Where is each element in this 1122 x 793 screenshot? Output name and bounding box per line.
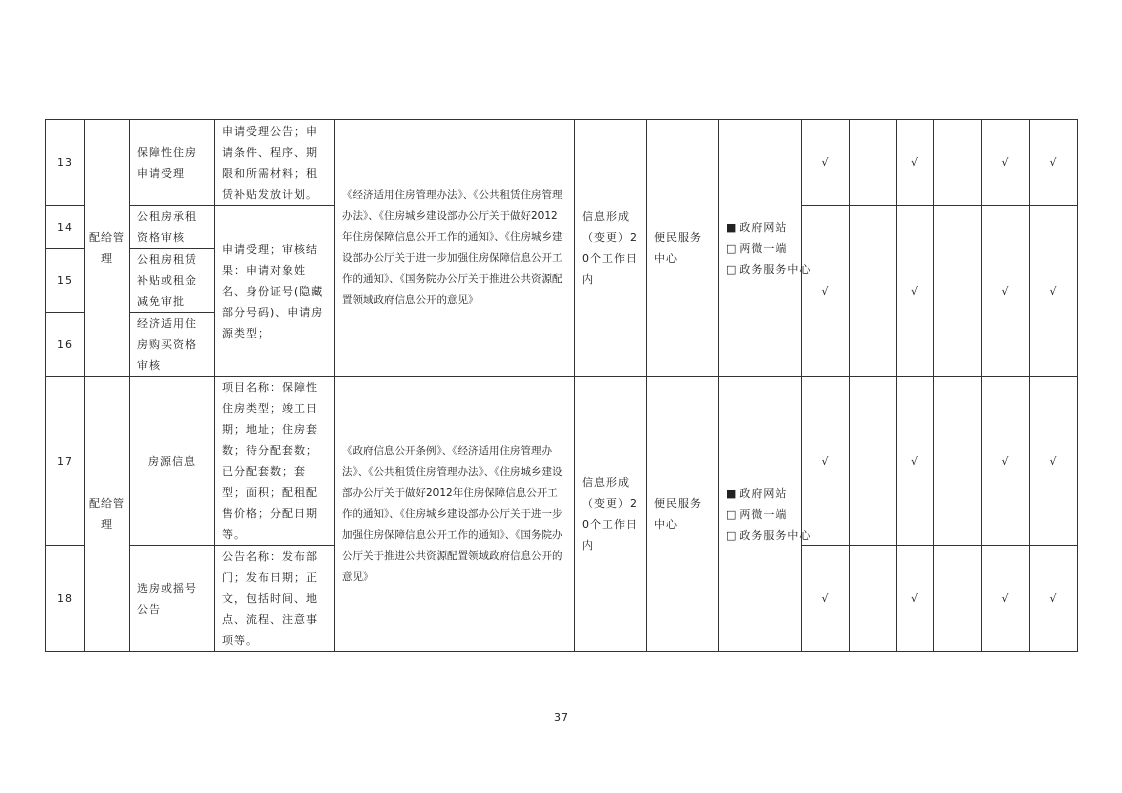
subject-cell: 便民服务中心 (647, 120, 719, 377)
check-cell (850, 546, 897, 652)
channel-item (726, 483, 794, 504)
empty-checkbox-icon: □ (726, 241, 738, 255)
content-cell: 公告名称：发布部门；发布日期；正文，包括时间、地点、流程、注意事项等。 (215, 546, 335, 652)
channel-cell (719, 120, 812, 377)
basis-cell: 《经济适用住房管理办法》、《公共租赁住房管理办法》、《住房城乡建设部办公厅关于做好2012年住房保障信息公开工作的通知》、《住房城乡建设部办公厅关于进一步加强住房保障信息公开工作的通知》、《国务院办公厅关于推进公共资源配置领域政府信息公开的意见》 (335, 120, 575, 377)
content-cell: 申请受理公告；申请条件、程序、期限和所需材料；租赁补贴发放计划。 (215, 120, 335, 206)
check-cell: √ (802, 206, 850, 377)
subject-cell: 便民服务中心 (647, 377, 719, 652)
check-cell: √ (982, 377, 1030, 546)
channel-item (726, 259, 812, 280)
item-cell: 公租房租赁补贴或租金减免审批 (130, 249, 215, 313)
filled-checkbox-icon: ■ (726, 486, 738, 500)
check-cell: √ (1030, 120, 1078, 206)
check-cell (850, 120, 897, 206)
channel-item (726, 504, 794, 525)
channel-item (726, 217, 794, 238)
check-cell (850, 377, 897, 546)
disclosure-table (45, 119, 1078, 652)
row-number: 14 (46, 206, 85, 249)
check-cell: √ (802, 377, 850, 546)
check-cell (934, 206, 982, 377)
check-cell: √ (802, 120, 850, 206)
timing-cell: 信息形成（变更）20个工作日内 (575, 377, 647, 652)
check-cell (850, 206, 897, 377)
channel-label: 政府网站 (739, 486, 788, 500)
check-cell: √ (897, 546, 934, 652)
content-cell: 申请受理；审核结果：申请对象姓名、身份证号(隐藏部分号码)、申请房源类型； (215, 206, 335, 377)
row-number: 17 (46, 377, 85, 546)
item-cell: 保障性住房申请受理 (130, 120, 215, 206)
check-cell: √ (982, 206, 1030, 377)
channel-label: 政府网站 (739, 220, 788, 234)
empty-checkbox-icon: □ (726, 528, 738, 542)
channel-item (726, 238, 794, 259)
table-row (46, 377, 1078, 546)
check-cell: √ (802, 546, 850, 652)
empty-checkbox-icon: □ (726, 262, 738, 276)
category-cell: 配给管理 (85, 377, 130, 652)
item-cell: 选房或摇号公告 (130, 546, 215, 652)
channel-label: 政务服务中心 (739, 262, 812, 276)
row-number: 16 (46, 313, 85, 377)
empty-checkbox-icon: □ (726, 507, 738, 521)
check-cell: √ (982, 120, 1030, 206)
filled-checkbox-icon: ■ (726, 220, 738, 234)
item-cell: 经济适用住房购买资格审核 (130, 313, 215, 377)
check-cell (934, 120, 982, 206)
check-cell: √ (897, 206, 934, 377)
row-number: 18 (46, 546, 85, 652)
table-row (46, 120, 1078, 206)
check-cell: √ (1030, 546, 1078, 652)
item-cell: 公租房承租资格审核 (130, 206, 215, 249)
row-number: 13 (46, 120, 85, 206)
check-cell (934, 546, 982, 652)
channel-item (726, 525, 812, 546)
category-cell: 配给管理 (85, 120, 130, 377)
channel-label: 两微一端 (739, 241, 788, 255)
timing-cell: 信息形成（变更）20个工作日内 (575, 120, 647, 377)
check-cell: √ (1030, 377, 1078, 546)
check-cell: √ (897, 377, 934, 546)
channel-label: 政务服务中心 (739, 528, 812, 542)
check-cell: √ (1030, 206, 1078, 377)
basis-cell: 《政府信息公开条例》、《经济适用住房管理办法》、《公共租赁住房管理办法》、《住房城乡建设部办公厅关于做好2012年住房保障信息公开工作的通知》、《住房城乡建设部办公厅关于进一步加强住房保障信息公开工作的通知》、《国务院办公厅关于推进公共资源配置领域政府信息公开的意见》 (335, 377, 575, 652)
row-number: 15 (46, 249, 85, 313)
channel-cell (719, 377, 812, 652)
check-cell: √ (982, 546, 1030, 652)
page-number: 37 (554, 711, 568, 724)
item-cell: 房源信息 (130, 377, 215, 546)
channel-label: 两微一端 (739, 507, 788, 521)
content-cell: 项目名称：保障性住房类型；竣工日期；地址；住房套数；待分配套数；已分配套数；套型；面积；配租配售价格；分配日期等。 (215, 377, 335, 546)
check-cell (934, 377, 982, 546)
check-cell: √ (897, 120, 934, 206)
